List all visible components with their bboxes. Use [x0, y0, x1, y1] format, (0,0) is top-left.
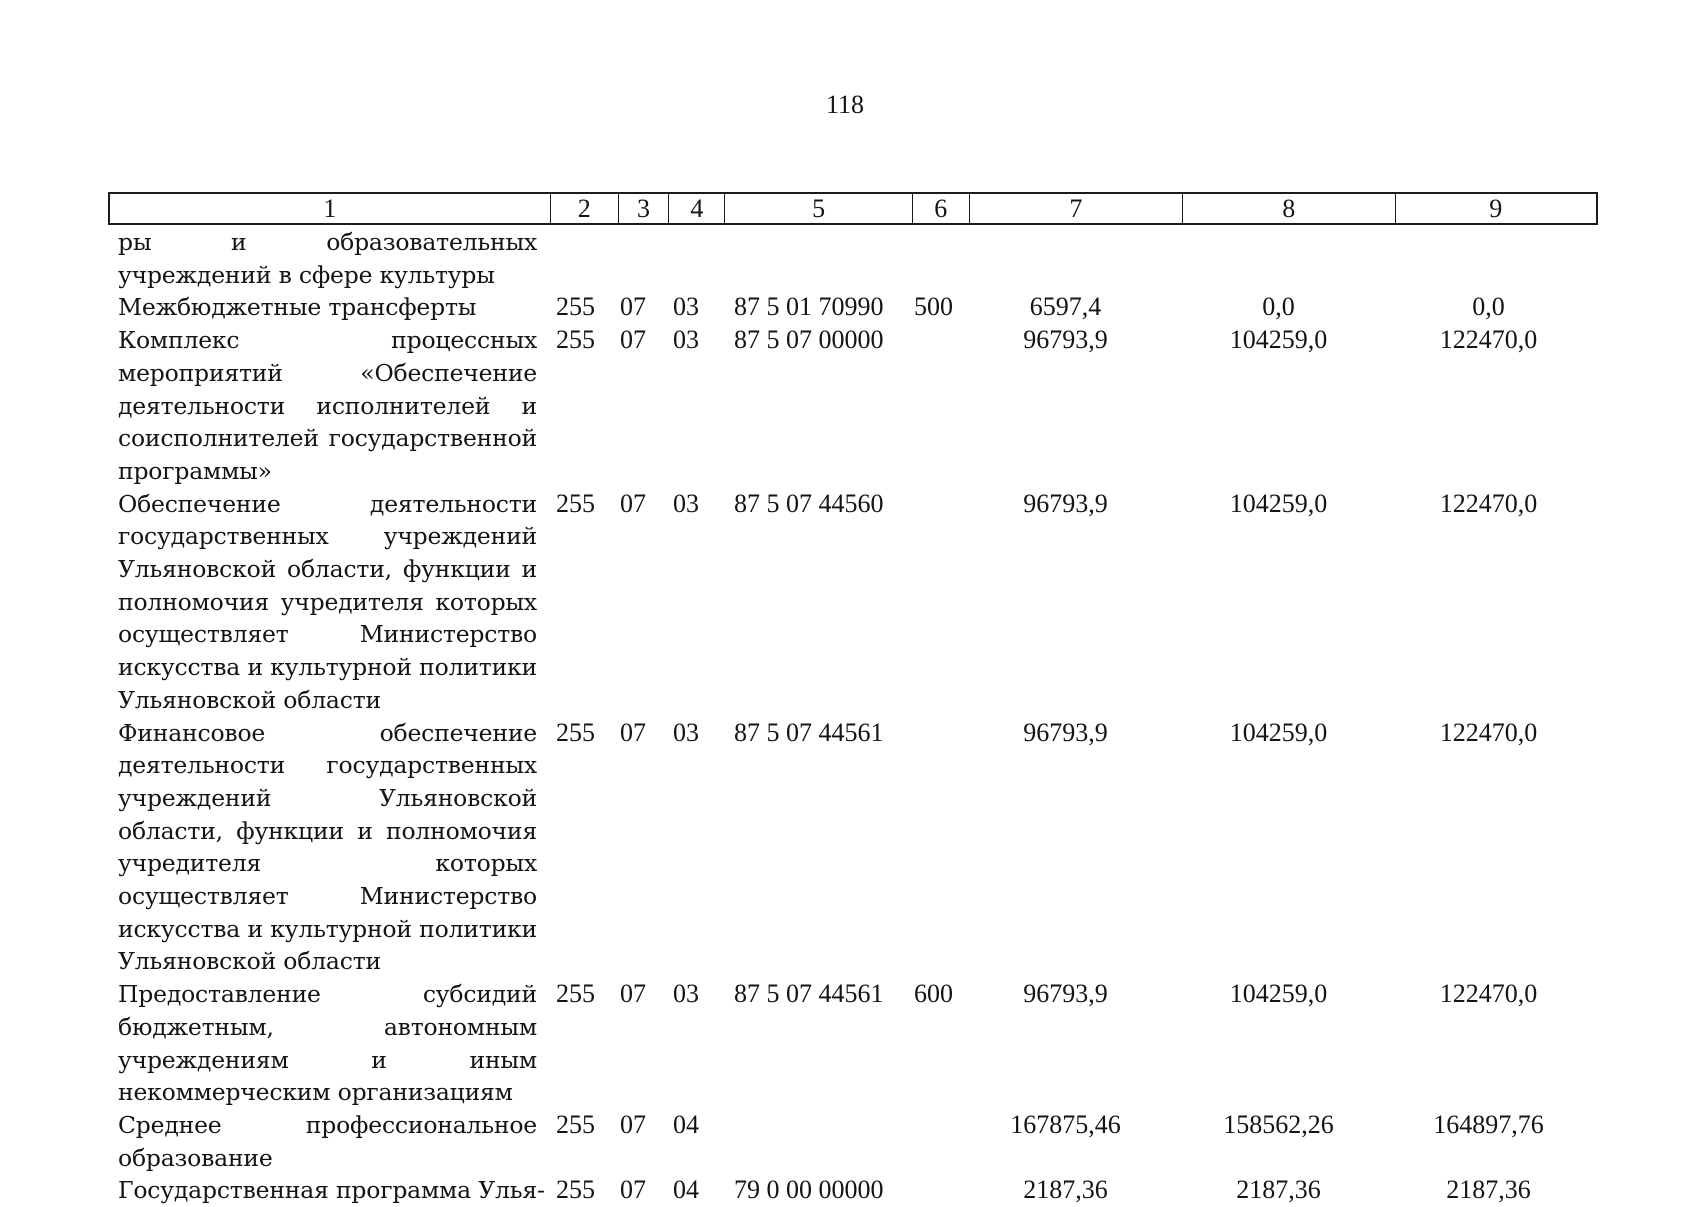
cell-amount-col9: 0,0	[1472, 292, 1505, 322]
table-row	[118, 226, 1598, 291]
header-cell-3: 3	[619, 194, 670, 223]
cell-amount-col8: 0,0	[1262, 292, 1295, 322]
cell-admin-code: 255	[556, 1109, 595, 1139]
cell-section: 07	[620, 292, 646, 322]
row-description: Межбюджетные трансферты	[118, 293, 477, 322]
cell-target-article: 87 5 01 70990	[734, 292, 884, 322]
cell-expense-type: 600	[914, 979, 953, 1009]
cell-amount-col7: 167875,46	[1010, 1109, 1121, 1139]
table-row	[118, 291, 1598, 324]
cell-target-article: 87 5 07 44561	[734, 979, 884, 1009]
row-description: Среднее профессиональное образование	[118, 1110, 537, 1172]
row-description: Предоставление субсидий бюджетным, автономным учреждениям и иным некоммерческим организациям	[118, 980, 537, 1107]
cell-admin-code: 255	[556, 488, 595, 518]
cell-subsection: 04	[673, 1109, 699, 1139]
cell-subsection: 03	[673, 325, 699, 355]
page-number: 118	[826, 90, 865, 119]
cell-subsection: 03	[673, 488, 699, 518]
cell-admin-code: 255	[556, 325, 595, 355]
cell-section: 07	[620, 1175, 646, 1205]
cell-amount-col9: 122470,0	[1439, 979, 1538, 1009]
cell-amount-col9: 164897,76	[1433, 1109, 1544, 1139]
row-description: Обеспечение деятельности государственных учреждений Ульяновской области, функции и полномочия учредителя которых осуществляет Министерство искусства и культурной политики Ульяновской области	[118, 489, 537, 714]
row-description: Государственная программа Улья-	[118, 1176, 545, 1205]
header-cell-7: 7	[970, 194, 1183, 223]
cell-amount-col9: 122470,0	[1439, 488, 1538, 518]
cell-amount-col7: 6597,4	[1029, 292, 1102, 322]
cell-section: 07	[620, 325, 646, 355]
cell-amount-col8: 104259,0	[1229, 717, 1328, 747]
cell-target-article: 87 5 07 44560	[734, 488, 884, 518]
cell-admin-code: 255	[556, 1175, 595, 1205]
cell-subsection: 03	[673, 292, 699, 322]
row-description: Финансовое обеспечение деятельности государственных учреждений Ульяновской области, функции и полномочия учредителя которых осуществляет Министерство искусства и культурной политики Ульяновской области	[118, 718, 537, 976]
cell-amount-col9: 122470,0	[1439, 325, 1538, 355]
cell-admin-code: 255	[556, 979, 595, 1009]
cell-expense-type: 500	[914, 292, 953, 322]
cell-subsection: 04	[673, 1175, 699, 1205]
cell-amount-col7: 96793,9	[1023, 979, 1108, 1009]
cell-amount-col7: 2187,36	[1023, 1175, 1108, 1205]
cell-amount-col7: 96793,9	[1023, 488, 1108, 518]
table-row	[118, 488, 1598, 717]
row-description: ры и образовательных учреждений в сфере культуры	[118, 228, 537, 289]
cell-amount-col8: 158562,26	[1223, 1109, 1334, 1139]
header-cell-6: 6	[913, 194, 970, 223]
cell-subsection: 03	[673, 979, 699, 1009]
cell-amount-col7: 96793,9	[1023, 325, 1108, 355]
table-row	[118, 1174, 1598, 1207]
cell-amount-col8: 104259,0	[1229, 325, 1328, 355]
cell-amount-col9: 122470,0	[1439, 717, 1538, 747]
cell-target-article: 79 0 00 00000	[734, 1175, 884, 1205]
table-row	[118, 324, 1598, 488]
cell-subsection: 03	[673, 717, 699, 747]
header-cell-5: 5	[725, 194, 913, 223]
cell-admin-code: 255	[556, 717, 595, 747]
table-header	[108, 192, 1598, 225]
cell-target-article: 87 5 07 00000	[734, 325, 884, 355]
cell-amount-col8: 2187,36	[1236, 1175, 1321, 1205]
header-cell-8: 8	[1183, 194, 1395, 223]
table-row	[118, 1109, 1598, 1174]
cell-amount-col9: 2187,36	[1446, 1175, 1531, 1205]
cell-amount-col8: 104259,0	[1229, 979, 1328, 1009]
cell-amount-col8: 104259,0	[1229, 488, 1328, 518]
header-cell-2: 2	[551, 194, 619, 223]
header-cell-1: 1	[110, 194, 551, 223]
header-cell-4: 4	[669, 194, 725, 223]
header-cell-9: 9	[1489, 193, 1503, 223]
cell-section: 07	[620, 979, 646, 1009]
cell-section: 07	[620, 1109, 646, 1139]
row-description: Комплекс процессных мероприятий «Обеспечение деятельности исполнителей и соисполнителей государственной программы»	[118, 326, 537, 485]
cell-admin-code: 255	[556, 292, 595, 322]
cell-target-article: 87 5 07 44561	[734, 717, 884, 747]
table-row	[118, 978, 1598, 1109]
cell-amount-col7: 96793,9	[1023, 717, 1108, 747]
table-row	[118, 717, 1598, 979]
cell-section: 07	[620, 488, 646, 518]
table-body	[118, 226, 1598, 1207]
cell-section: 07	[620, 717, 646, 747]
